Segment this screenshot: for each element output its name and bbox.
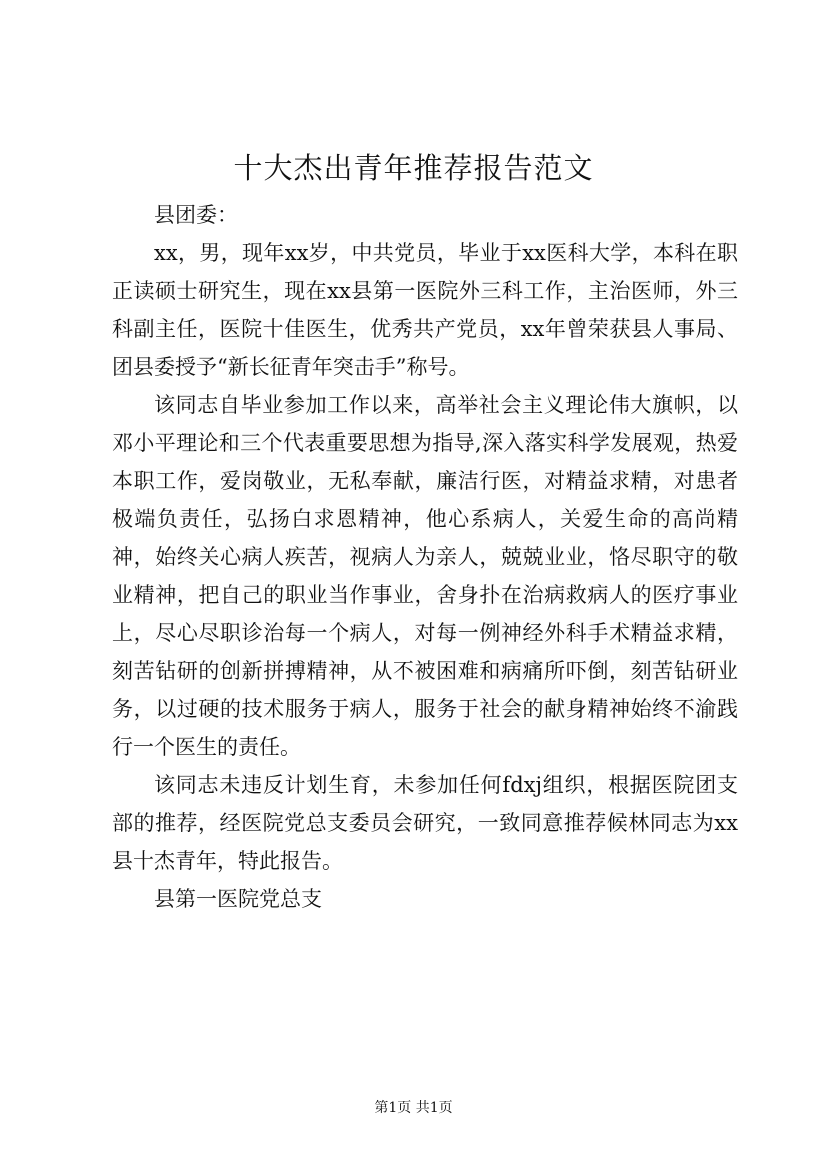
paragraph-performance: 该同志自毕业参加工作以来，高举社会主义理论伟大旗帜，以邓小平理论和三个代表重要思想为指导,深入落实科学发展观，热爱本职工作，爱岗敬业，无私奉献，廉洁行医，对精益求精，对患者极端负责任，弘扬白求恩精神，他心系病人，关爱生命的高尚精神，始终关心病人疾苦，视病人为亲人，兢兢业业，恪尽职守的敬业精神，把自己的职业当作事业，舍身扑在治病救病人的医疗事业上，尽心尽职诊治每一个病人，对每一例神经外科手术精益求精，刻苦钻研的创新拼搏精神，从不被困难和病痛所吓倒，刻苦钻研业务，以过硬的技术服务于病人，服务于社会的献身精神始终不渝践行一个医生的责任。: [112, 393, 738, 759]
document-body: [112, 196, 738, 918]
signature: 县第一医院党总支: [154, 887, 322, 911]
paragraph-recommendation: 该同志未违反计划生育，未参加任何fdxj组织，根据医院团支部的推荐，经医院党总支委员会研究，一致同意推荐候林同志为xx县十杰青年，特此报告。: [112, 773, 738, 873]
document-title: 十大杰出青年推荐报告范文: [233, 151, 594, 185]
salutation: 县团委：: [154, 203, 238, 227]
page-indicator: 第1页 共1页: [374, 1100, 453, 1116]
paragraph-intro: xx，男，现年xx岁，中共党员，毕业于xx医科大学，本科在职正读硕士研究生，现在xx县第一医院外三科工作，主治医师，外三科副主任，医院十佳医生，优秀共产党员，xx年曾荣获县人事局、团县委授予“新长征青年突击手”称号。: [112, 241, 738, 379]
